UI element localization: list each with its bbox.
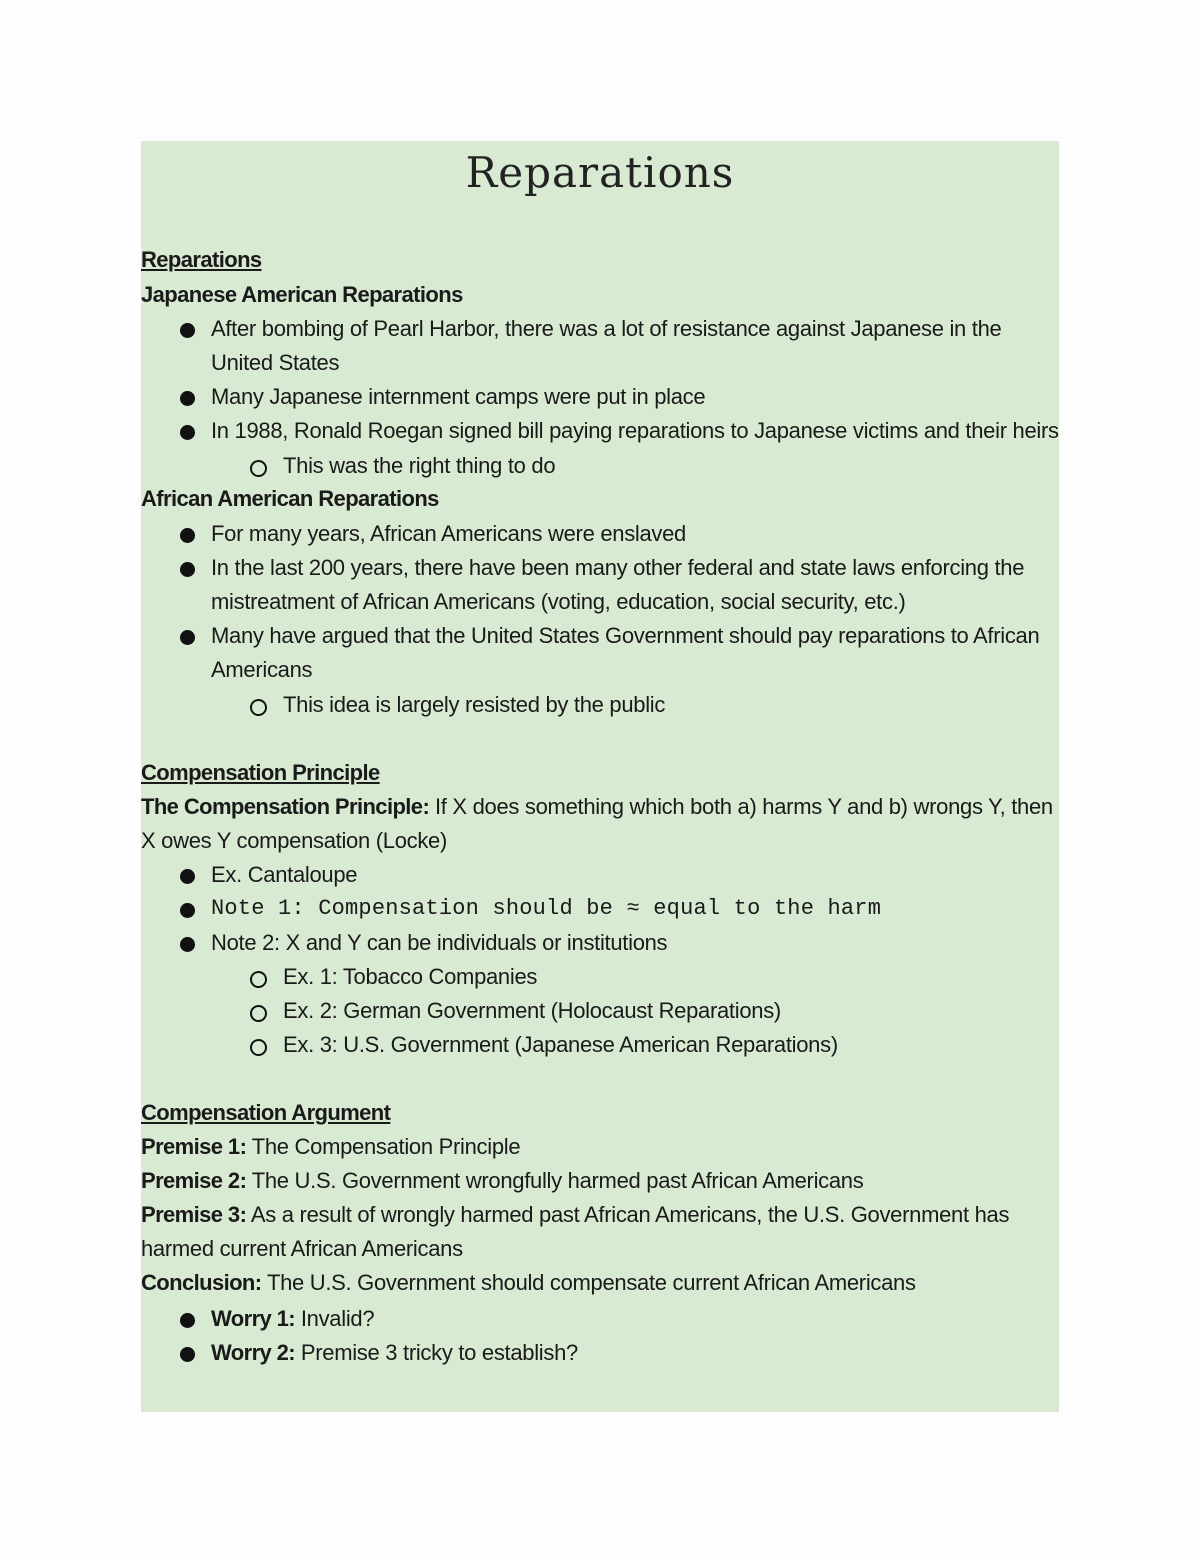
worry-2 bbox=[211, 1339, 578, 1367]
premise-text: The Compensation Principle bbox=[251, 1134, 521, 1159]
bullet-icon bbox=[180, 425, 195, 440]
worry-1 bbox=[211, 1305, 374, 1333]
list-item: For many years, African Americans were enslaved bbox=[211, 521, 686, 546]
section-heading-compensation-argument: Compensation Argument bbox=[141, 1100, 391, 1125]
worry-label: Worry 2: bbox=[211, 1340, 296, 1365]
sub-list-item: Ex. 3: U.S. Government (Japanese American Reparations) bbox=[283, 1032, 838, 1057]
premise-label: Premise 2: bbox=[141, 1168, 247, 1193]
bullet-icon bbox=[180, 869, 195, 884]
premise-2 bbox=[141, 1167, 863, 1195]
list-item-continuation: Americans bbox=[211, 657, 313, 682]
sub-list-item: Ex. 1: Tobacco Companies bbox=[283, 964, 538, 989]
sub-bullet-icon bbox=[250, 460, 267, 477]
definition-text: If X does something which both a) harms Y and b) wrongs Y, then bbox=[434, 794, 1053, 819]
bullet-icon bbox=[180, 528, 195, 543]
definition-continuation: X owes Y compensation (Locke) bbox=[141, 828, 447, 853]
list-item: Many have argued that the United States Government should pay reparations to African bbox=[211, 623, 1040, 648]
conclusion bbox=[141, 1269, 916, 1297]
page-title: Reparations bbox=[465, 148, 735, 197]
list-item: After bombing of Pearl Harbor, there was a lot of resistance against Japanese in the bbox=[211, 316, 1002, 341]
bullet-icon bbox=[180, 391, 195, 406]
bullet-icon bbox=[180, 937, 195, 952]
section-heading-compensation-principle: Compensation Principle bbox=[141, 760, 380, 785]
premise-3 bbox=[141, 1201, 1009, 1229]
sub-bullet-icon bbox=[250, 699, 267, 716]
conclusion-label: Conclusion: bbox=[141, 1270, 262, 1295]
definition-label: The Compensation Principle: bbox=[141, 794, 430, 819]
sub-list-item: This was the right thing to do bbox=[283, 453, 556, 478]
worry-text: Premise 3 tricky to establish? bbox=[300, 1340, 578, 1365]
premise-3-continuation: harmed current African Americans bbox=[141, 1236, 463, 1261]
list-item: Note 2: X and Y can be individuals or institutions bbox=[211, 930, 668, 955]
bullet-icon bbox=[180, 903, 195, 918]
list-item: In the last 200 years, there have been many other federal and state laws enforcing the bbox=[211, 555, 1025, 580]
sub-bullet-icon bbox=[250, 971, 267, 988]
bullet-icon bbox=[180, 323, 195, 338]
list-item-continuation: mistreatment of African Americans (voting, education, social security, etc.) bbox=[211, 589, 906, 614]
section-heading-reparations: Reparations bbox=[141, 247, 262, 272]
sub-bullet-icon bbox=[250, 1005, 267, 1022]
sub-list-item: This idea is largely resisted by the public bbox=[283, 692, 666, 717]
sub-list-item: Ex. 2: German Government (Holocaust Reparations) bbox=[283, 998, 781, 1023]
subheading-african-american-reparations: African American Reparations bbox=[141, 486, 439, 511]
list-item-continuation: United States bbox=[211, 350, 340, 375]
premise-text: The U.S. Government wrongfully harmed past African Americans bbox=[251, 1168, 864, 1193]
premise-label: Premise 3: bbox=[141, 1202, 247, 1227]
bullet-icon bbox=[180, 562, 195, 577]
sub-bullet-icon bbox=[250, 1039, 267, 1056]
list-item: In 1988, Ronald Roegan signed bill paying reparations to Japanese victims and their heirs bbox=[211, 418, 1059, 443]
list-item: Many Japanese internment camps were put in place bbox=[211, 384, 706, 409]
worry-label: Worry 1: bbox=[211, 1306, 296, 1331]
subheading-japanese-american-reparations: Japanese American Reparations bbox=[141, 282, 463, 307]
bullet-icon bbox=[180, 630, 195, 645]
list-item: Ex. Cantaloupe bbox=[211, 862, 358, 887]
conclusion-text: The U.S. Government should compensate current African Americans bbox=[266, 1270, 916, 1295]
bullet-icon bbox=[180, 1313, 195, 1328]
bullet-icon bbox=[180, 1347, 195, 1362]
premise-text: As a result of wrongly harmed past African Americans, the U.S. Government has bbox=[250, 1202, 1010, 1227]
premise-1 bbox=[141, 1133, 520, 1161]
principle-definition bbox=[141, 793, 1053, 821]
worry-text: Invalid? bbox=[300, 1306, 375, 1331]
list-item: Note 1: Compensation should be ≈ equal to the harm bbox=[211, 896, 882, 921]
premise-label: Premise 1: bbox=[141, 1134, 247, 1159]
